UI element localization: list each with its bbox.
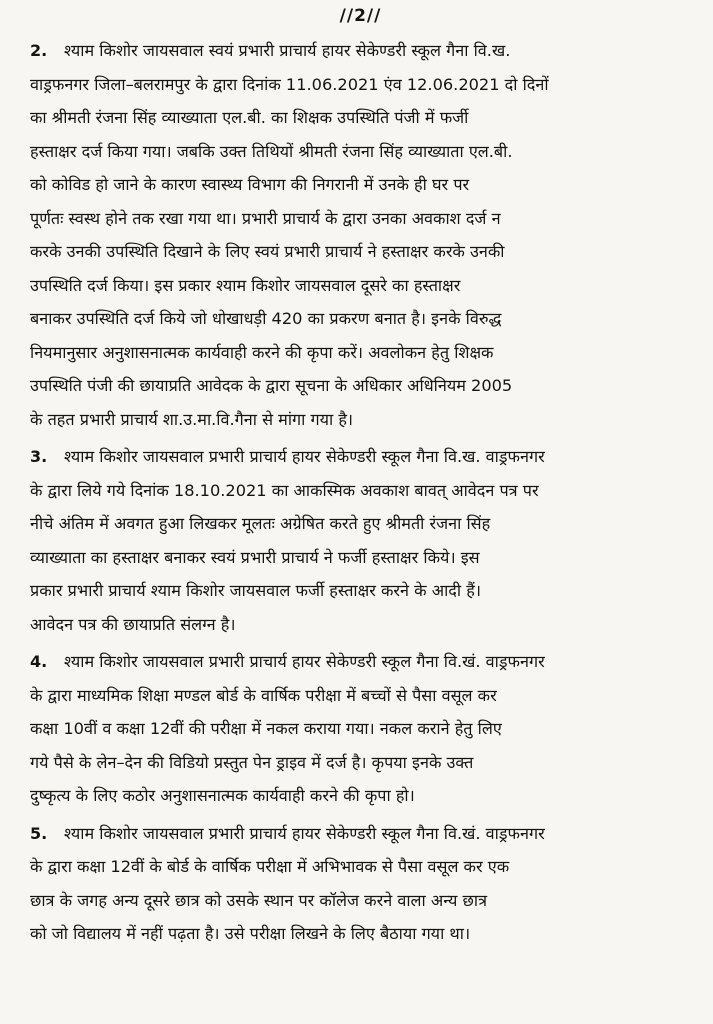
text-line: हस्ताक्षर दर्ज किया गया। जबकि उक्त तिथियों श्रीमती रंजना सिंह व्याख्याता एल.बी. [30, 141, 513, 161]
text-line: को जो विद्यालय में नहीं पढ़ता है। उसे परीक्षा लिखने के लिए बैठाया गया था। [30, 924, 471, 943]
text-line: प्रकार प्रभारी प्राचार्य श्याम किशोर जायसवाल फर्जी हस्ताक्षर करने के आदी हैं। [30, 581, 481, 600]
item-number: 4. [30, 652, 48, 671]
text-line: बनाकर उपस्थिति दर्ज किये जो धोखाधड़ी 420 का प्रकरण बनात है। इनके विरुद्ध [30, 309, 502, 328]
text-line: व्याख्याता का हस्ताक्षर बनाकर स्वयं प्रभारी प्राचार्य ने फर्जी हस्ताक्षर किये। इस [30, 547, 480, 567]
item-body [30, 645, 691, 813]
complaint-item-4 [30, 645, 691, 813]
text-line: करके उनकी उपस्थिति दिखाने के लिए स्वयं प्रभारी प्राचार्य ने हस्ताक्षर करके उनकी [30, 242, 505, 261]
text-line: के द्वारा लिये गये दिनांक 18.10.2021 का आकस्मिक अवकाश बावत् आवेदन पत्र पर [30, 480, 539, 500]
text-line: का श्रीमती रंजना सिंह व्याख्याता एल.बी. का शिक्षक उपस्थिति पंजी में फर्जी [30, 108, 469, 127]
item-number: 3. [30, 447, 48, 466]
complaint-item-2 [30, 34, 691, 436]
text-line: श्याम किशोर जायसवाल प्रभारी प्राचार्य हायर सेकेण्डरी स्कूल गैना वि.खं. वाड्रफनगर [64, 652, 545, 671]
item-number: 2. [30, 41, 48, 60]
item-body [30, 34, 691, 436]
text-line: के तहत प्रभारी प्राचार्य शा.उ.मा.वि.गैना से मांगा गया है। [30, 409, 354, 429]
item-body [30, 440, 691, 641]
text-line: के द्वारा कक्षा 12वीं के बोर्ड के वार्षिक परीक्षा में अभिभावक से पैसा वसूल कर एक [30, 857, 510, 876]
text-line: उपस्थिति पंजी की छायाप्रति आवेदक के द्वारा सूचना के अधिकार अधिनियम 2005 [30, 376, 513, 395]
text-line: श्याम किशोर जायसवाल प्रभारी प्राचार्य हायर सेकेण्डरी स्कूल गैना वि.ख. वाड्रफनगर [64, 447, 545, 466]
text-line: आवेदन पत्र की छायाप्रति संलग्न है। [30, 614, 236, 634]
text-line: उपस्थिति दर्ज किया। इस प्रकार श्याम किशोर जायसवाल दूसरे का हस्ताक्षर [30, 275, 461, 295]
text-line: नीचे अंतिम में अवगत हुआ लिखकर मूलतः अग्रेषित करते हुए श्रीमती रंजना सिंह [30, 514, 491, 533]
text-line: छात्र के जगह अन्य दूसरे छात्र को उसके स्थान पर कॉलेज करने वाला अन्य छात्र [30, 890, 488, 910]
text-line: गये पैसे के लेन–देन की विडियो प्रस्तुत पेन ड्राइव में दर्ज है। कृपया इनके उक्त [30, 752, 474, 772]
item-number: 5. [30, 823, 48, 843]
text-line: के द्वारा माध्यमिक शिक्षा मण्डल बोर्ड के वार्षिक परीक्षा में बच्चों से पैसा वसूल कर [30, 685, 497, 705]
text-line: नियमानुसार अनुशासनात्मक कार्यवाही करने की कृपा करें। अवलोकन हेतु शिक्षक [30, 342, 494, 362]
text-line: वाड्रफनगर जिला–बलरामपुर के द्वारा दिनांक 11.06.2021 एंव 12.06.2021 दो दिनों [30, 74, 549, 94]
complaint-item-5 [30, 817, 691, 951]
text-line: को कोविड हो जाने के कारण स्वास्थ्य विभाग की निगरानी में उनके ही घर पर [30, 175, 470, 194]
item-body [30, 817, 691, 951]
text-line: श्याम किशोर जायसवाल प्रभारी प्राचार्य हायर सेकेण्डरी स्कूल गैना वि.खं. वाड्रफनगर [64, 823, 545, 843]
text-line: पूर्णतः स्वस्थ होने तक रखा गया था। प्रभारी प्राचार्य के द्वारा उनका अवकाश दर्ज न [30, 208, 501, 228]
text-line: श्याम किशोर जायसवाल स्वयं प्रभारी प्राचार्य हायर सेकेण्डरी स्कूल गैना वि.ख. [64, 41, 511, 60]
page-number: //2// [339, 6, 382, 26]
text-line: दुष्कृत्य के लिए कठोर अनुशासनात्मक कार्यवाही करने की कृपा हो। [30, 786, 415, 805]
complaint-item-3 [30, 440, 691, 641]
text-line: कक्षा 10वीं व कक्षा 12वीं की परीक्षा में नकल कराया गया। नकल कराने हेतु लिए [30, 719, 502, 738]
